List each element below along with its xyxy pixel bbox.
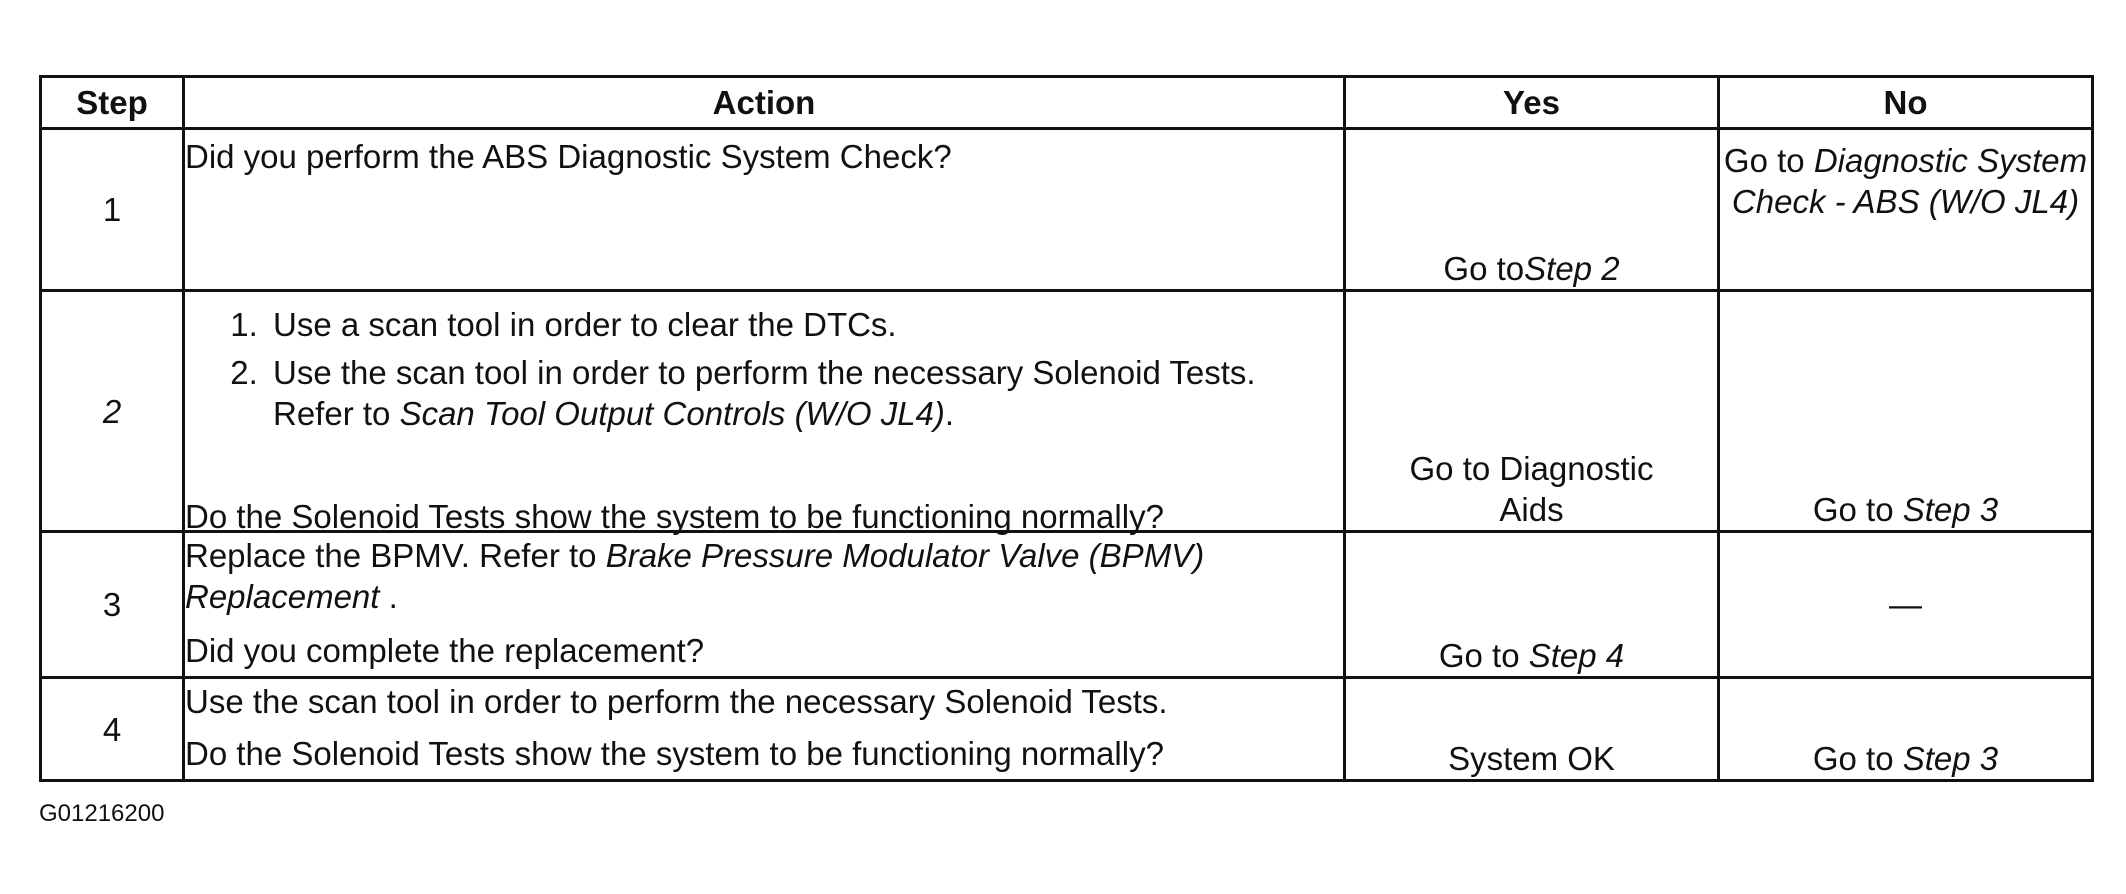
action-prefix: Replace the BPMV. Refer to [185, 537, 597, 574]
substep-text: Use a scan tool in order to clear the DTCs. [273, 306, 897, 343]
action-cell [184, 129, 1345, 291]
yes-step-link[interactable]: Step 2 [1524, 250, 1620, 287]
header-no: No [1719, 77, 2093, 129]
action-block [185, 533, 1343, 676]
diagnostic-table-container [39, 75, 2091, 782]
yes-cell [1345, 129, 1719, 291]
step-number: 4 [41, 678, 184, 781]
step-number: 2 [41, 291, 184, 532]
action-suffix: . [379, 578, 398, 615]
no-prefix: Go to [1812, 740, 1894, 777]
yes-prefix: Go to [1443, 250, 1525, 287]
yes-diagnostic-aids-link[interactable]: Go to Diagnostic Aids [1409, 450, 1654, 528]
no-cell [1719, 291, 2093, 532]
substep-item [267, 352, 1343, 434]
header-yes: Yes [1345, 77, 1719, 129]
no-step-link[interactable]: Step 3 [1902, 740, 1999, 777]
yes-prefix: Go to [1438, 637, 1520, 674]
yes-cell [1345, 291, 1719, 532]
substep-item [267, 304, 1343, 345]
no-cell [1719, 678, 2093, 781]
action-question: Did you perform the ABS Diagnostic System Check? [185, 138, 952, 175]
table-row [41, 129, 2093, 291]
step-number: 1 [41, 129, 184, 291]
no-step-link[interactable]: Step 3 [1902, 491, 1999, 528]
header-action: Action [184, 77, 1345, 129]
substep-list [185, 304, 1343, 434]
action-cell [184, 678, 1345, 781]
action-cell [184, 291, 1345, 535]
header-row [41, 77, 2093, 129]
diagnostic-table [39, 75, 2094, 782]
action-cell [184, 532, 1345, 678]
yes-cell [1345, 678, 1719, 781]
no-cell [1719, 532, 2093, 678]
substep-text: Use the scan tool in order to perform the necessary Solenoid Tests. Refer to [273, 354, 1256, 432]
yes-cell [1345, 532, 1719, 678]
action-question: Did you complete the replacement? [185, 632, 705, 669]
no-cell [1719, 129, 2093, 291]
no-prefix: Go to [1723, 142, 1805, 179]
no-prefix: Go to [1812, 491, 1894, 528]
header-step: Step [41, 77, 184, 129]
table-row [41, 291, 2093, 532]
action-block [185, 679, 1343, 779]
no-diagnostic-system-check-link[interactable]: Diagnostic System Check - ABS (W/O JL4) [1731, 142, 2088, 220]
step-number: 3 [41, 532, 184, 678]
scan-tool-output-controls-link[interactable]: Scan Tool Output Controls (W/O JL4) [399, 395, 945, 432]
yes-step-link[interactable]: Step 4 [1528, 637, 1625, 674]
action-block [185, 304, 1343, 542]
action-question: Do the Solenoid Tests show the system to be functioning normally? [185, 735, 1164, 772]
yes-system-ok: System OK [1448, 740, 1615, 777]
action-question: Do the Solenoid Tests show the system to be functioning normally? [185, 498, 1164, 535]
no-dash: — [1889, 586, 1922, 623]
substep-suffix: . [944, 395, 955, 432]
bpmv-replacement-link[interactable]: Brake Pressure Modulator Valve (BPMV) Replacement [185, 537, 1205, 615]
action-instruction: Use the scan tool in order to perform the necessary Solenoid Tests. [185, 683, 1168, 720]
table-row [41, 678, 2093, 781]
table-row [41, 532, 2093, 678]
figure-id: G01216200 [39, 800, 165, 827]
action-instruction [185, 533, 1343, 617]
